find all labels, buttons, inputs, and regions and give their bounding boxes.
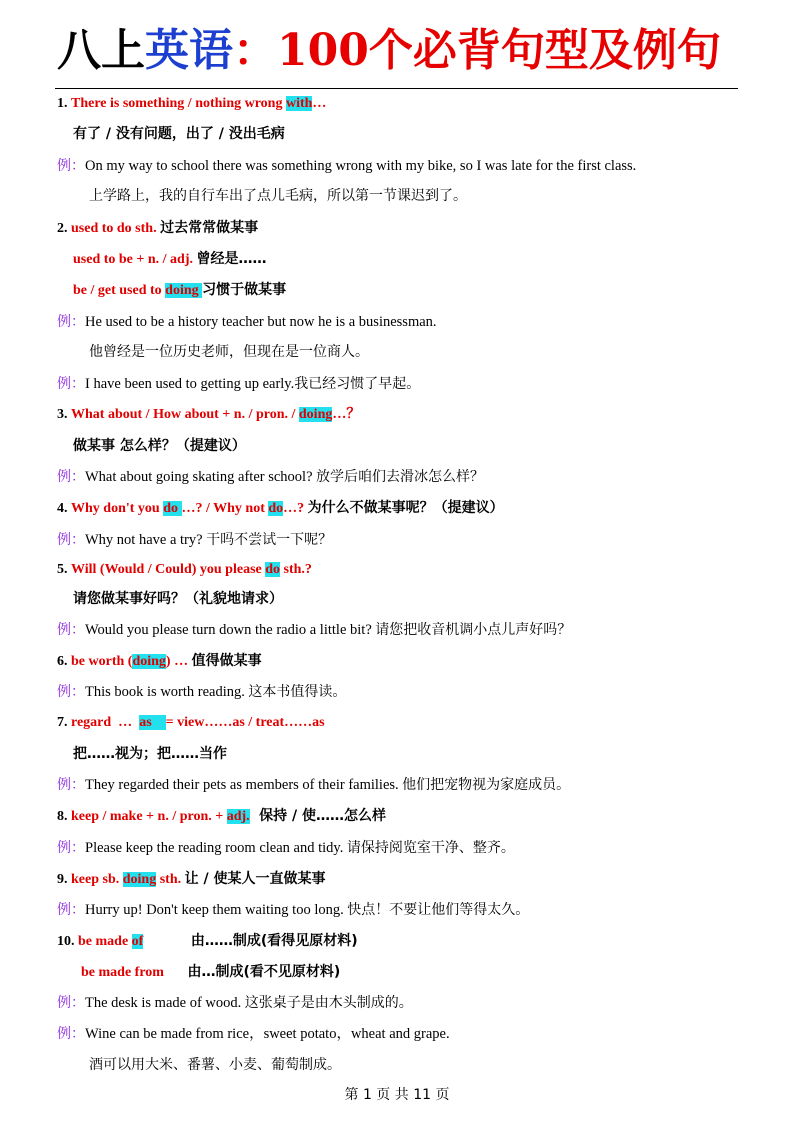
meaning-text: 由……制成(看得见原材料) — [190, 933, 358, 949]
meaning-text: 请您做某事好吗？（礼貌地请求） — [73, 591, 283, 607]
pattern-text: … — [312, 96, 327, 111]
pattern-text: …? — [283, 501, 305, 516]
example-label: 例： — [57, 314, 85, 330]
item-10-pattern-2 — [81, 962, 340, 982]
item-number: 7. — [57, 715, 68, 730]
pattern-highlight: do — [265, 562, 281, 577]
example-chinese: 酒可以用大米、番薯、小麦、葡萄制成。 — [89, 1057, 341, 1073]
example-english: I have been used to getting up early. — [85, 376, 295, 392]
pattern-text: keep sb. — [71, 872, 123, 887]
item-2-pattern-2 — [73, 249, 267, 269]
pattern-text: regard … — [71, 715, 140, 730]
pattern-highlight: doing — [165, 283, 203, 298]
example-label: 例： — [57, 158, 85, 174]
pattern-text: used to do sth. — [71, 221, 157, 236]
pattern-text: be / get used to — [73, 283, 166, 298]
meaning-text: 保持 / 使……怎么样 — [259, 808, 387, 824]
item-number: 5. — [57, 562, 68, 577]
item-5-meaning — [73, 589, 283, 609]
example-chinese: 他们把宠物视为家庭成员。 — [402, 777, 571, 793]
pattern-highlight: do — [163, 501, 182, 516]
meaning-text: 习惯于做某事 — [202, 282, 287, 298]
item-5-pattern — [57, 560, 312, 580]
pattern-text: be worth ( — [71, 654, 133, 669]
example-chinese: 请您把收音机调小点儿声好吗？ — [375, 622, 572, 638]
pattern-text: keep / make + n. / pron. + — [71, 809, 227, 824]
title-grade: 八上 — [57, 25, 145, 76]
pattern-highlight: doing — [298, 407, 333, 422]
item-number: 3. — [57, 407, 68, 422]
item-8-pattern — [57, 806, 386, 826]
example-english: The desk is made of wood. — [85, 995, 242, 1011]
pattern-highlight: do — [268, 501, 284, 516]
meaning-text: 做某事 怎么样？（提建议） — [73, 438, 246, 454]
item-8-example-1 — [57, 838, 515, 858]
meaning-text: 有了 / 没有问题，出了 / 没出毛病 — [73, 126, 285, 142]
item-5-example-1 — [57, 620, 571, 640]
pattern-text: sth.? — [280, 562, 312, 577]
item-6-pattern — [57, 651, 262, 671]
example-label: 例： — [57, 622, 85, 638]
example-english: What about going skating after school? — [85, 469, 313, 485]
pattern-highlight: doing — [122, 872, 157, 887]
item-10-pattern-1 — [57, 931, 358, 951]
example-chinese: 请保持阅览室干净、整齐。 — [346, 840, 515, 856]
example-english: Would you please turn down the radio a little bit? — [85, 622, 372, 638]
meaning-text: 把……视为；把……当作 — [73, 746, 227, 762]
pattern-text: Why don't you — [71, 501, 164, 516]
example-chinese: 这本书值得读。 — [248, 684, 347, 700]
example-chinese: 我已经习惯了早起。 — [294, 376, 421, 392]
item-number: 10. — [57, 934, 75, 949]
item-7-example-1 — [57, 775, 570, 795]
example-label: 例： — [57, 684, 85, 700]
example-chinese: 快点！不要让他们等得太久。 — [347, 902, 530, 918]
page-number: 第 1 页 共 11 页 — [344, 1087, 450, 1103]
item-3-meaning — [73, 436, 246, 456]
meaning-text: 值得做某事 — [191, 653, 262, 669]
item-7-pattern — [57, 713, 325, 733]
title-subject: 英语 — [145, 25, 233, 76]
example-chinese: 上学路上，我的自行车出了点儿毛病，所以第一节课迟到了。 — [89, 188, 467, 204]
title-divider — [55, 88, 738, 89]
pattern-text: What about / How about + n. / pron. / — [71, 407, 299, 422]
item-4-pattern — [57, 498, 504, 518]
page-title — [57, 20, 721, 82]
example-label: 例： — [57, 1026, 85, 1042]
example-english: This book is worth reading. — [85, 684, 245, 700]
item-number: 2. — [57, 221, 68, 236]
item-10-example-2 — [57, 1024, 450, 1044]
example-label: 例： — [57, 902, 85, 918]
example-english: Hurry up! Don't keep them waiting too long. — [85, 902, 344, 918]
item-1-example-1 — [57, 156, 636, 176]
item-2-pattern-1 — [57, 218, 258, 238]
item-3-pattern — [57, 405, 360, 425]
example-chinese: 他曾经是一位历史老师，但现在是一位商人。 — [89, 344, 369, 360]
item-10-example-2-translation — [89, 1055, 341, 1075]
pattern-highlight: adj. — [226, 809, 250, 824]
item-4-example-1 — [57, 530, 332, 550]
pattern-text: sth. — [156, 872, 182, 887]
meaning-text: 曾经是…… — [196, 251, 267, 267]
item-6-example-1 — [57, 682, 346, 702]
pattern-text: ) … — [165, 654, 189, 669]
example-label: 例： — [57, 777, 85, 793]
meaning-text: 过去常常做某事 — [160, 220, 259, 236]
item-10-example-1 — [57, 993, 413, 1013]
example-english: Please keep the reading room clean and tidy. — [85, 840, 344, 856]
item-2-example-1-translation — [89, 342, 369, 362]
example-chinese: 这张桌子是由木头制成的。 — [244, 995, 413, 1011]
example-label: 例： — [57, 469, 85, 485]
example-chinese: 干吗不尝试一下呢？ — [206, 532, 333, 548]
item-number: 1. — [57, 96, 68, 111]
example-english: He used to be a history teacher but now he is a businessman. — [85, 314, 437, 330]
item-9-example-1 — [57, 900, 529, 920]
example-english: Why not have a try? — [85, 532, 203, 548]
example-label: 例： — [57, 995, 85, 1011]
pattern-text: be made — [78, 934, 132, 949]
example-label: 例： — [57, 376, 85, 392]
pattern-highlight: of — [131, 934, 144, 949]
item-7-meaning — [73, 744, 227, 764]
pattern-text: …？ — [332, 407, 361, 422]
title-topic: ：100个必背句型及例句 — [233, 25, 721, 76]
meaning-text: 让 / 使某人一直做某事 — [184, 871, 326, 887]
item-3-example-1 — [57, 467, 484, 487]
item-2-pattern-3 — [73, 280, 286, 300]
example-english: Wine can be made from rice，sweet potato，wheat and grape. — [85, 1026, 450, 1042]
meaning-text: 为什么不做某事呢？（提建议） — [307, 500, 504, 516]
pattern-text: used to be + n. / adj. — [73, 252, 193, 267]
pattern-text: = view……as / treat……as — [165, 715, 325, 730]
item-number: 8. — [57, 809, 68, 824]
item-1-pattern — [57, 94, 326, 114]
example-label: 例： — [57, 840, 85, 856]
example-chinese: 放学后咱们去滑冰怎么样？ — [316, 469, 485, 485]
item-1-meaning — [73, 124, 285, 144]
item-number: 4. — [57, 501, 68, 516]
example-label: 例： — [57, 532, 85, 548]
pattern-highlight: with — [285, 96, 313, 111]
pattern-highlight: as — [139, 715, 166, 730]
item-number: 6. — [57, 654, 68, 669]
item-2-example-1 — [57, 312, 437, 332]
item-number: 9. — [57, 872, 68, 887]
pattern-text: There is something / nothing wrong — [71, 96, 286, 111]
example-english: They regarded their pets as members of their families. — [85, 777, 399, 793]
item-9-pattern — [57, 869, 325, 889]
example-english: On my way to school there was something wrong with my bike, so I was late for the first class. — [85, 158, 637, 174]
pattern-text: be made from — [81, 965, 164, 980]
meaning-text: 由…制成(看不见原材料) — [187, 964, 341, 980]
pattern-highlight: doing — [132, 654, 166, 669]
item-1-example-1-translation — [89, 186, 467, 206]
pattern-text: Will (Would / Could) you please — [71, 562, 266, 577]
pattern-text: …? / Why not — [181, 501, 269, 516]
item-2-example-2 — [57, 374, 420, 394]
